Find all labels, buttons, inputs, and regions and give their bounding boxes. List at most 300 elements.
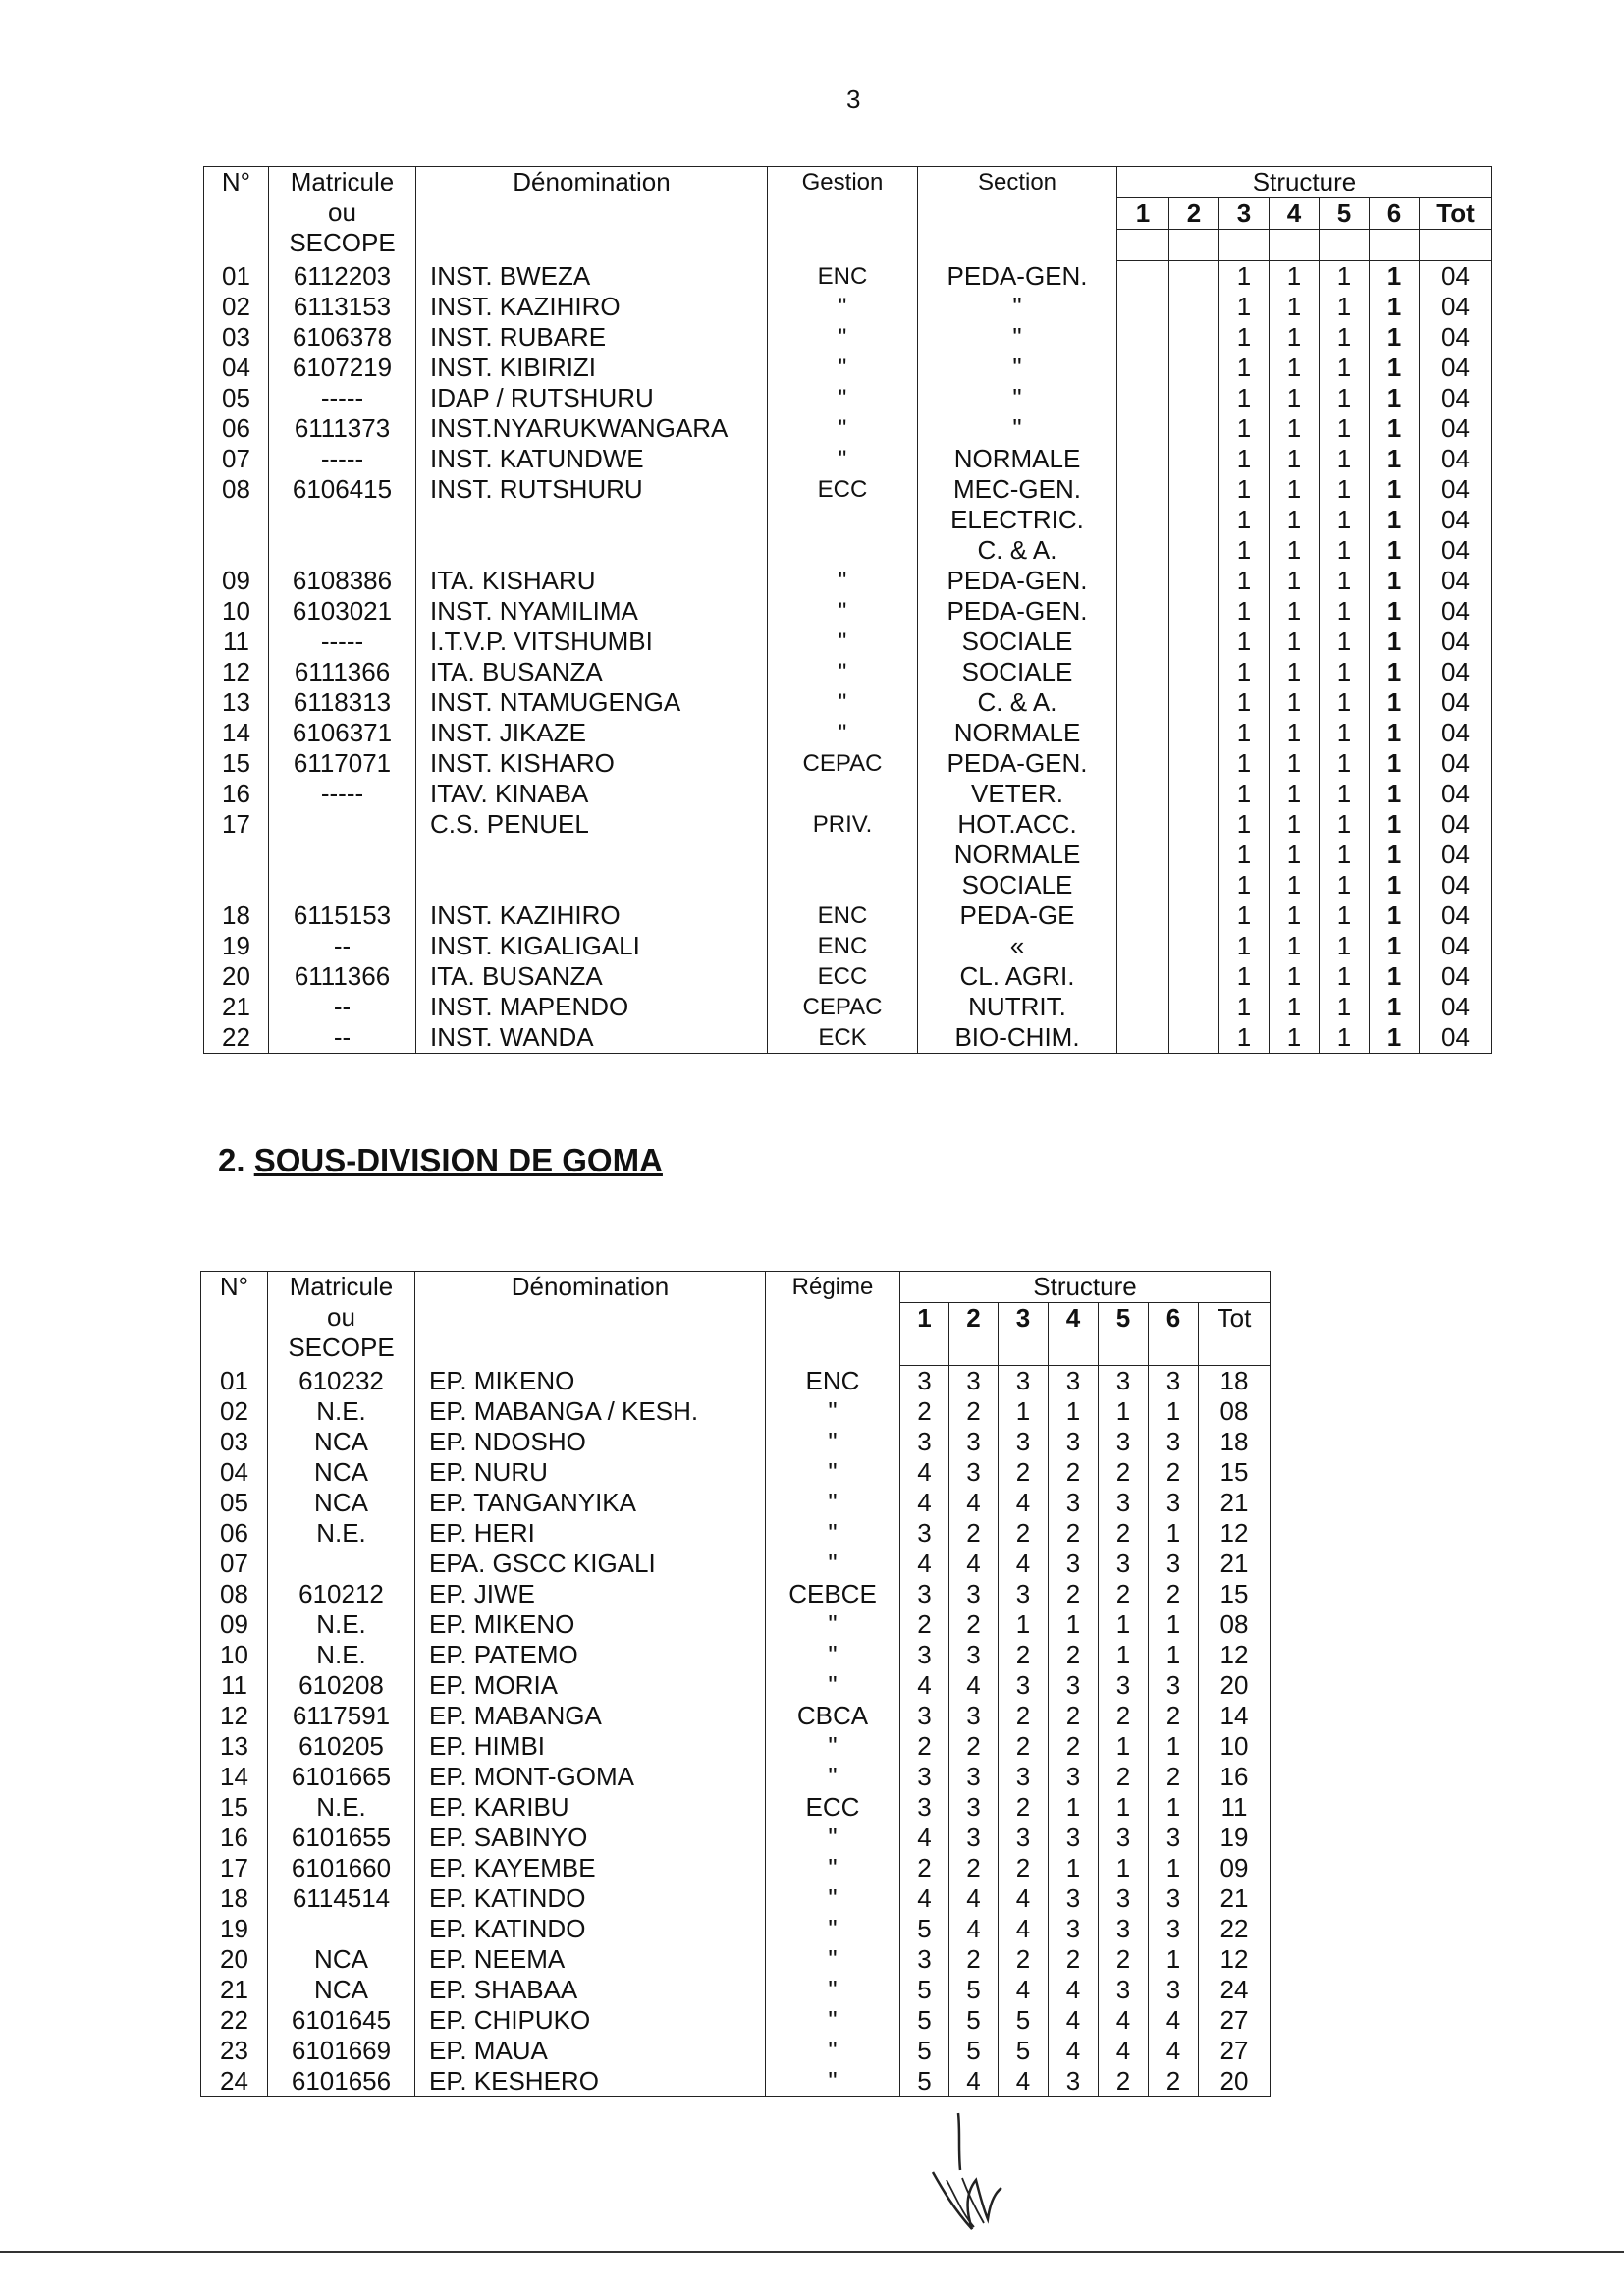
row-number: 21 (201, 1975, 268, 2005)
structure-cell-1 (1117, 505, 1169, 535)
structure-cell-3: 1 (1219, 566, 1270, 596)
table-row (201, 1366, 1271, 1397)
row-number: 13 (204, 687, 269, 718)
structure-cell-3: 1 (1219, 809, 1270, 840)
regime-cell: " (766, 1457, 900, 1488)
structure-cell-4: 1 (1270, 626, 1320, 657)
table-row (204, 566, 1492, 596)
denomination-cell: EP. HIMBI (415, 1731, 766, 1762)
structure-cell-6: 1 (1370, 413, 1420, 444)
structure-cell-1 (1117, 1022, 1169, 1054)
section-title: SOUS-DIVISION DE GOMA (253, 1142, 663, 1178)
structure-cell-3: 1 (999, 1396, 1049, 1427)
matricule-cell: 6106415 (269, 474, 416, 505)
structure-cell-3: 1 (1219, 961, 1270, 992)
structure-cell-6: 1 (1370, 779, 1420, 809)
structure-cell-4: 1 (1270, 353, 1320, 383)
denomination-cell: INST. BWEZA (416, 261, 768, 293)
structure-cell-2: 3 (949, 1366, 999, 1397)
structure-cell-2 (1169, 353, 1219, 383)
section-cell: NORMALE (918, 718, 1117, 748)
structure-cell-2 (1169, 718, 1219, 748)
structure-cell-1: 2 (900, 1396, 949, 1427)
row-number: 01 (201, 1366, 268, 1397)
structure-cell-4: 1 (1270, 292, 1320, 322)
table-row (204, 657, 1492, 687)
matricule-cell: 610232 (268, 1366, 415, 1397)
row-number: 05 (201, 1488, 268, 1518)
structure-cell-5: 1 (1320, 505, 1370, 535)
structure-cell-4: 2 (1049, 1701, 1099, 1731)
denomination-cell: INST. RUBARE (416, 322, 768, 353)
structure-cell-6: 1 (1370, 535, 1420, 566)
total-cell: 21 (1199, 1488, 1271, 1518)
structure-cell-6: 3 (1149, 1488, 1199, 1518)
structure-cell-6: 1 (1149, 1792, 1199, 1823)
structure-cell-2 (1169, 596, 1219, 626)
denomination-cell: ITAV. KINABA (416, 779, 768, 809)
matricule-cell: NCA (268, 1944, 415, 1975)
structure-cell-4: 1 (1270, 992, 1320, 1022)
row-number: 18 (201, 1883, 268, 1914)
structure-cell-2: 5 (949, 2005, 999, 2036)
structure-cell-4: 3 (1049, 1914, 1099, 1944)
table-row (204, 261, 1492, 293)
row-number: 08 (204, 474, 269, 505)
structure-cell-3: 5 (999, 2005, 1049, 2036)
structure-cell-1: 4 (900, 1670, 949, 1701)
structure-cell-4: 1 (1270, 840, 1320, 870)
total-cell: 04 (1420, 840, 1492, 870)
structure-cell-4: 2 (1049, 1579, 1099, 1609)
regime-cell: " (766, 1396, 900, 1427)
structure-cell-6: 4 (1149, 2005, 1199, 2036)
structure-cell-4: 1 (1270, 687, 1320, 718)
denomination-cell: EP. TANGANYIKA (415, 1488, 766, 1518)
gestion-cell: " (768, 566, 918, 596)
table-row (201, 1823, 1271, 1853)
structure-cell-1: 5 (900, 1914, 949, 1944)
total-cell: 09 (1199, 1853, 1271, 1883)
header-matricule: Matricule ou SECOPE (268, 1272, 415, 1366)
structure-cell-4: 4 (1049, 2036, 1099, 2066)
structure-cell-3: 4 (999, 1549, 1049, 1579)
row-number: 10 (201, 1640, 268, 1670)
row-number: 15 (204, 748, 269, 779)
header-denomination: Dénomination (416, 167, 768, 261)
structure-cell-1: 5 (900, 1975, 949, 2005)
total-cell: 08 (1199, 1609, 1271, 1640)
structure-cell-6: 2 (1149, 2066, 1199, 2097)
structure-cell-2 (1169, 383, 1219, 413)
structure-cell-3: 4 (999, 1488, 1049, 1518)
structure-cell-3: 1 (1219, 931, 1270, 961)
table-row (201, 1457, 1271, 1488)
table-row (204, 870, 1492, 900)
structure-cell-2 (1169, 1022, 1219, 1054)
table-row (204, 992, 1492, 1022)
structure-cell-4: 2 (1049, 1457, 1099, 1488)
denomination-cell: IDAP / RUTSHURU (416, 383, 768, 413)
section-cell: " (918, 383, 1117, 413)
total-cell: 04 (1420, 261, 1492, 293)
table-row (204, 292, 1492, 322)
total-cell: 04 (1420, 292, 1492, 322)
matricule-cell: 6114514 (268, 1883, 415, 1914)
denomination-cell: EP. MABANGA / KESH. (415, 1396, 766, 1427)
denomination-cell: INST. WANDA (416, 1022, 768, 1054)
structure-cell-3: 1 (1219, 322, 1270, 353)
structure-cell-6: 1 (1370, 931, 1420, 961)
structure-cell-3: 1 (1219, 870, 1270, 900)
matricule-cell: 6112203 (269, 261, 416, 293)
table-row (201, 2005, 1271, 2036)
table-row (204, 1022, 1492, 1054)
row-number: 12 (204, 657, 269, 687)
structure-cell-6: 1 (1149, 1396, 1199, 1427)
matricule-cell: ----- (269, 626, 416, 657)
structure-cell-1: 4 (900, 1457, 949, 1488)
structure-cell-3: 1 (1219, 535, 1270, 566)
structure-cell-5: 1 (1320, 840, 1370, 870)
structure-cell-1: 2 (900, 1731, 949, 1762)
structure-cell-1 (1117, 413, 1169, 444)
structure-cell-6: 3 (1149, 1366, 1199, 1397)
structure-cell-3: 3 (999, 1579, 1049, 1609)
gestion-cell: " (768, 383, 918, 413)
structure-cell-4: 1 (1270, 566, 1320, 596)
structure-cell-4: 1 (1049, 1853, 1099, 1883)
denomination-cell: EP. KATINDO (415, 1883, 766, 1914)
structure-cell-3: 5 (999, 2036, 1049, 2066)
structure-cell-2: 3 (949, 1823, 999, 1853)
structure-cell-1 (1117, 870, 1169, 900)
structure-cell-6: 1 (1370, 292, 1420, 322)
structure-cell-1: 5 (900, 2036, 949, 2066)
structure-cell-6: 1 (1149, 1944, 1199, 1975)
structure-cell-6: 1 (1370, 687, 1420, 718)
structure-cell-1: 4 (900, 1823, 949, 1853)
structure-cell-1 (1117, 718, 1169, 748)
structure-cell-3: 2 (999, 1457, 1049, 1488)
header-level-5: 5 (1099, 1303, 1149, 1334)
structure-cell-5: 1 (1099, 1792, 1149, 1823)
row-number (204, 535, 269, 566)
header-no: N° (204, 167, 269, 261)
structure-cell-3: 1 (1219, 900, 1270, 931)
row-number: 06 (204, 413, 269, 444)
total-cell: 04 (1420, 596, 1492, 626)
row-number: 07 (201, 1549, 268, 1579)
denomination-cell: INST. NYAMILIMA (416, 596, 768, 626)
gestion-cell: ENC (768, 931, 918, 961)
structure-cell-2: 4 (949, 2066, 999, 2097)
header-level-4: 4 (1049, 1303, 1099, 1334)
structure-cell-2: 3 (949, 1792, 999, 1823)
structure-cell-2: 2 (949, 1731, 999, 1762)
total-cell: 04 (1420, 809, 1492, 840)
structure-cell-5: 1 (1320, 444, 1370, 474)
structure-cell-4: 3 (1049, 1883, 1099, 1914)
structure-cell-5: 4 (1099, 2036, 1149, 2066)
denomination-cell: C.S. PENUEL (416, 809, 768, 840)
structure-cell-4: 1 (1270, 748, 1320, 779)
structure-cell-2 (1169, 748, 1219, 779)
row-number (204, 870, 269, 900)
matricule-cell: 6107219 (269, 353, 416, 383)
total-cell: 10 (1199, 1731, 1271, 1762)
total-cell: 12 (1199, 1518, 1271, 1549)
structure-cell-2 (1169, 961, 1219, 992)
structure-cell-3: 1 (1219, 261, 1270, 293)
total-cell: 04 (1420, 657, 1492, 687)
structure-cell-3: 2 (999, 1701, 1049, 1731)
structure-cell-5: 2 (1099, 1457, 1149, 1488)
structure-cell-4: 1 (1270, 657, 1320, 687)
total-cell: 04 (1420, 931, 1492, 961)
matricule-cell: 610205 (268, 1731, 415, 1762)
structure-cell-6: 2 (1149, 1701, 1199, 1731)
structure-cell-1 (1117, 383, 1169, 413)
denomination-cell: INST. NTAMUGENGA (416, 687, 768, 718)
section-cell: NUTRIT. (918, 992, 1117, 1022)
total-cell: 19 (1199, 1823, 1271, 1853)
matricule-cell (269, 505, 416, 535)
matricule-cell: NCA (268, 1488, 415, 1518)
row-number: 19 (204, 931, 269, 961)
structure-cell-1 (1117, 566, 1169, 596)
structure-cell-5: 1 (1099, 1396, 1149, 1427)
denomination-cell: INST. KAZIHIRO (416, 292, 768, 322)
header-level-1: 1 (1117, 198, 1169, 230)
structure-cell-4: 1 (1270, 870, 1320, 900)
header-gestion: Gestion (768, 167, 918, 261)
structure-cell-6: 1 (1370, 444, 1420, 474)
denomination-cell: EP. CHIPUKO (415, 2005, 766, 2036)
page-number: 3 (846, 84, 861, 114)
section-cell: PEDA-GEN. (918, 261, 1117, 293)
matricule-cell: 6101645 (268, 2005, 415, 2036)
row-number: 21 (204, 992, 269, 1022)
section-cell: ELECTRIC. (918, 505, 1117, 535)
total-cell: 21 (1199, 1883, 1271, 1914)
structure-cell-5: 3 (1099, 1488, 1149, 1518)
table-row (204, 596, 1492, 626)
total-cell: 04 (1420, 444, 1492, 474)
structure-cell-5: 1 (1320, 779, 1370, 809)
structure-cell-1 (1117, 748, 1169, 779)
structure-cell-6: 3 (1149, 1975, 1199, 2005)
matricule-cell (268, 1549, 415, 1579)
row-number: 20 (201, 1944, 268, 1975)
matricule-cell: 6101669 (268, 2036, 415, 2066)
structure-cell-1: 5 (900, 2005, 949, 2036)
row-number: 11 (204, 626, 269, 657)
regime-cell: ECC (766, 1792, 900, 1823)
matricule-cell (269, 809, 416, 840)
institutions-table (203, 166, 1492, 1054)
table-row (204, 322, 1492, 353)
structure-cell-2: 3 (949, 1701, 999, 1731)
table-row (201, 1396, 1271, 1427)
header-level-3: 3 (1219, 198, 1270, 230)
structure-cell-1: 3 (900, 1762, 949, 1792)
matricule-cell: 6111366 (269, 657, 416, 687)
structure-cell-1 (1117, 961, 1169, 992)
table-row (204, 444, 1492, 474)
gestion-cell: " (768, 596, 918, 626)
denomination-cell (416, 870, 768, 900)
total-cell: 04 (1420, 383, 1492, 413)
section-cell: NORMALE (918, 840, 1117, 870)
structure-cell-2: 4 (949, 1883, 999, 1914)
matricule-cell: 6101655 (268, 1823, 415, 1853)
structure-cell-6: 4 (1149, 2036, 1199, 2066)
matricule-cell: NCA (268, 1975, 415, 2005)
matricule-cell: 6115153 (269, 900, 416, 931)
denomination-cell: EP. HERI (415, 1518, 766, 1549)
gestion-cell: ECC (768, 961, 918, 992)
gestion-cell: ECC (768, 474, 918, 505)
structure-cell-6: 2 (1149, 1579, 1199, 1609)
matricule-cell: ----- (269, 779, 416, 809)
structure-cell-6: 1 (1370, 900, 1420, 931)
denomination-cell: EP. NEEMA (415, 1944, 766, 1975)
total-cell: 04 (1420, 1022, 1492, 1054)
table-row (201, 1731, 1271, 1762)
structure-cell-3: 2 (999, 1640, 1049, 1670)
denomination-cell: EP. KATINDO (415, 1914, 766, 1944)
structure-cell-6: 3 (1149, 1914, 1199, 1944)
section-cell: VETER. (918, 779, 1117, 809)
section-cell: PEDA-GEN. (918, 566, 1117, 596)
structure-cell-5: 1 (1320, 870, 1370, 900)
gestion-cell (768, 840, 918, 870)
gestion-cell: CEPAC (768, 992, 918, 1022)
structure-cell-1: 4 (900, 1488, 949, 1518)
row-number: 15 (201, 1792, 268, 1823)
structure-cell-5: 1 (1320, 900, 1370, 931)
total-cell: 04 (1420, 961, 1492, 992)
matricule-cell: N.E. (268, 1518, 415, 1549)
structure-cell-6: 1 (1370, 566, 1420, 596)
structure-cell-1 (1117, 535, 1169, 566)
table-row (204, 474, 1492, 505)
section-cell: NORMALE (918, 444, 1117, 474)
matricule-cell: 6106378 (269, 322, 416, 353)
structure-cell-5: 1 (1099, 1853, 1149, 1883)
structure-cell-6: 1 (1370, 870, 1420, 900)
structure-cell-1 (1117, 687, 1169, 718)
structure-cell-2: 4 (949, 1914, 999, 1944)
structure-cell-6: 1 (1370, 383, 1420, 413)
gestion-cell: ENC (768, 261, 918, 293)
structure-cell-3: 3 (999, 1427, 1049, 1457)
row-number: 14 (201, 1762, 268, 1792)
denomination-cell (416, 840, 768, 870)
table-row (201, 1427, 1271, 1457)
section-cell: PEDA-GEN. (918, 596, 1117, 626)
structure-cell-1 (1117, 840, 1169, 870)
structure-cell-1 (1117, 626, 1169, 657)
structure-cell-5: 1 (1320, 353, 1370, 383)
section-cell: PEDA-GE (918, 900, 1117, 931)
section-cell: « (918, 931, 1117, 961)
regime-cell: " (766, 1883, 900, 1914)
regime-cell: CEBCE (766, 1579, 900, 1609)
row-number: 09 (204, 566, 269, 596)
denomination-cell: EP. SHABAA (415, 1975, 766, 2005)
structure-cell-1: 2 (900, 1609, 949, 1640)
regime-cell: " (766, 1488, 900, 1518)
matricule-cell: N.E. (268, 1396, 415, 1427)
structure-cell-6: 3 (1149, 1823, 1199, 1853)
section-cell: MEC-GEN. (918, 474, 1117, 505)
total-cell: 04 (1420, 353, 1492, 383)
structure-cell-2 (1169, 992, 1219, 1022)
structure-cell-1 (1117, 779, 1169, 809)
structure-cell-6: 1 (1370, 1022, 1420, 1054)
matricule-cell: 6118313 (269, 687, 416, 718)
denomination-cell: INST. KISHARO (416, 748, 768, 779)
gestion-cell: " (768, 657, 918, 687)
section-cell: SOCIALE (918, 870, 1117, 900)
row-number: 22 (201, 2005, 268, 2036)
structure-cell-3: 1 (1219, 626, 1270, 657)
structure-cell-2 (1169, 626, 1219, 657)
structure-cell-4: 1 (1270, 474, 1320, 505)
structure-cell-2 (1169, 444, 1219, 474)
structure-cell-1: 3 (900, 1579, 949, 1609)
total-cell: 04 (1420, 870, 1492, 900)
table-row (201, 1609, 1271, 1640)
total-cell: 04 (1420, 992, 1492, 1022)
structure-cell-6: 1 (1370, 840, 1420, 870)
denomination-cell: ITA. BUSANZA (416, 961, 768, 992)
structure-cell-2 (1169, 657, 1219, 687)
structure-cell-6: 2 (1149, 1762, 1199, 1792)
structure-cell-6: 1 (1370, 596, 1420, 626)
structure-cell-5: 3 (1099, 1914, 1149, 1944)
denomination-cell (416, 535, 768, 566)
structure-cell-1: 4 (900, 1883, 949, 1914)
regime-cell: ENC (766, 1366, 900, 1397)
structure-cell-3: 1 (1219, 779, 1270, 809)
structure-cell-3: 2 (999, 1518, 1049, 1549)
row-number: 11 (201, 1670, 268, 1701)
total-cell: 18 (1199, 1427, 1271, 1457)
structure-cell-4: 3 (1049, 1427, 1099, 1457)
table-row (201, 1975, 1271, 2005)
row-number: 20 (204, 961, 269, 992)
gestion-cell: " (768, 687, 918, 718)
denomination-cell: EP. SABINYO (415, 1823, 766, 1853)
structure-cell-5: 3 (1099, 1883, 1149, 1914)
structure-cell-6: 1 (1149, 1640, 1199, 1670)
table-row (201, 1853, 1271, 1883)
structure-cell-5: 1 (1099, 1731, 1149, 1762)
structure-cell-6: 1 (1149, 1518, 1199, 1549)
matricule-cell: 6113153 (269, 292, 416, 322)
row-number (204, 505, 269, 535)
structure-cell-4: 1 (1270, 505, 1320, 535)
structure-cell-4: 1 (1270, 809, 1320, 840)
denomination-cell: I.T.V.P. VITSHUMBI (416, 626, 768, 657)
structure-cell-2: 3 (949, 1762, 999, 1792)
structure-cell-1 (1117, 900, 1169, 931)
header-tot: Tot (1420, 198, 1492, 230)
structure-cell-5: 3 (1099, 1427, 1149, 1457)
